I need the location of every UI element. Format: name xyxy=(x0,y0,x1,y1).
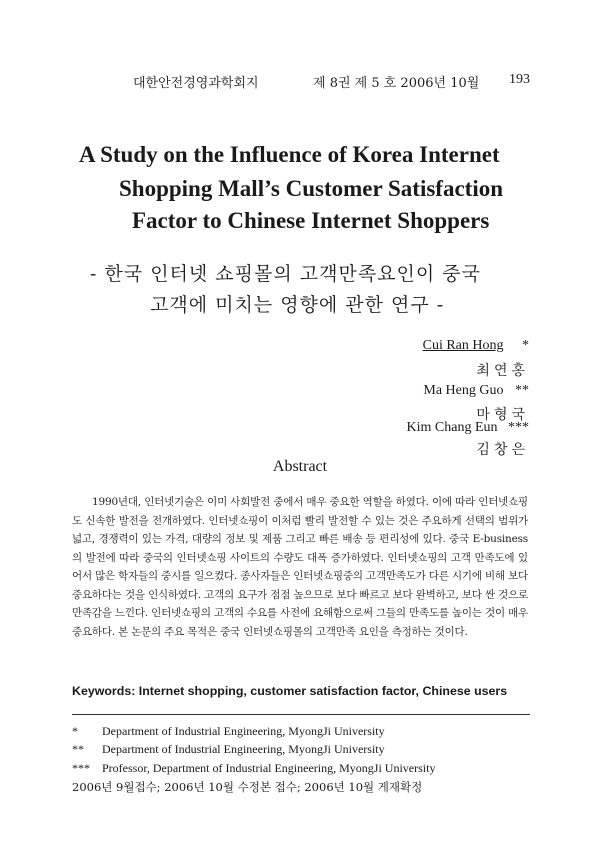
title-line-1: A Study on the Influence of Korea Internet xyxy=(79,142,500,167)
korean-title-line-1: - 한국 인터넷 쇼핑몰의 고객만족요인이 중국 xyxy=(90,263,481,285)
page-number: 193 xyxy=(509,72,530,87)
abstract-text: 1990년대, 인터넷기술은 이미 사회발전 중에서 매우 중요한 역할을 하였다. 이에 따라 인터넷쇼핑도 신속한 발전을 전개하였다. 인터넷쇼핑이 이처럼 빨리 발전할 수 있는 것은 주요하게 선택의 범위가 넓고, 경쟁력이 있는 가격, 대량의 정보 및 제품 그리고 빠른 배송 등 편리성에 있다. 중국 E-business의 발전에 따라 중국의 인터넷쇼핑 사이트의 수량도 대폭 증가하였다. 인터넷쇼핑의 고객 만족도에 있어서 많은 학자들의 중시를 일으켰다. 종사자들은 인터넷쇼핑중의 고객만족도가 다른 시기에 비해 보다 중요하다는 것을 인식하였다. 고객의 요구가 점점 높으므로 보다 빠르고 보다 완벽하고, 보다 싼 것으로 만족감을 느낀다. 인터넷쇼핑의 고객의 수요를 사전에 요해함으로써 그들의 만족도를 높이는 것이 매우 중요하다. 본 논문의 주요 목적은 중국 인터넷쇼핑몰의 고객만족 요인을 측정하는 것이다. xyxy=(72,496,528,638)
journal-name: 대한안전경영과학회지 xyxy=(133,76,259,91)
footnote-3 xyxy=(72,761,435,776)
author-2 xyxy=(423,383,529,399)
footnote-1 xyxy=(72,724,385,739)
title-line-2: Shopping Mall’s Customer Satisfaction xyxy=(119,176,504,201)
footnote-2-text: Department of Industrial Engineering, MyongJi University xyxy=(102,742,385,756)
footnote-3-text: Professor, Department of Industrial Engineering, MyongJi University xyxy=(102,761,436,775)
author-1 xyxy=(423,338,529,354)
keywords: Keywords: Internet shopping, customer satisfaction factor, Chinese users xyxy=(72,684,508,698)
footnote-2 xyxy=(72,742,385,757)
author-3 xyxy=(407,420,530,436)
abstract-heading: Abstract xyxy=(272,458,328,475)
footnote-2-mark: ** xyxy=(72,742,84,756)
author-3-name: Kim Chang Eun xyxy=(406,420,498,435)
title-line-3: Factor to Chinese Internet Shoppers xyxy=(132,208,490,233)
korean-title-line-2: 고객에 미치는 영향에 관한 연구 - xyxy=(150,294,445,316)
author-3-mark: *** xyxy=(508,420,529,435)
author-2-mark: ** xyxy=(515,383,529,398)
issue-info: 제 8권 제 5 호 2006년 10월 xyxy=(313,76,480,91)
author-1-name: Cui Ran Hong xyxy=(422,338,504,353)
submission-dates: 2006년 9월접수; 2006년 10월 수정본 접수; 2006년 10월 게재확정 xyxy=(72,780,423,794)
author-3-korean: 김창은 xyxy=(476,442,529,458)
author-1-korean: 최연홍 xyxy=(476,363,529,379)
footnote-divider xyxy=(72,714,530,715)
author-2-korean: 마형국 xyxy=(476,407,529,423)
author-2-name: Ma Heng Guo xyxy=(423,383,504,398)
footnote-1-mark: * xyxy=(72,724,78,738)
author-1-mark: * xyxy=(522,338,529,353)
footnote-1-text: Department of Industrial Engineering, MyongJi University xyxy=(102,724,385,738)
footnote-3-mark: *** xyxy=(72,761,90,775)
